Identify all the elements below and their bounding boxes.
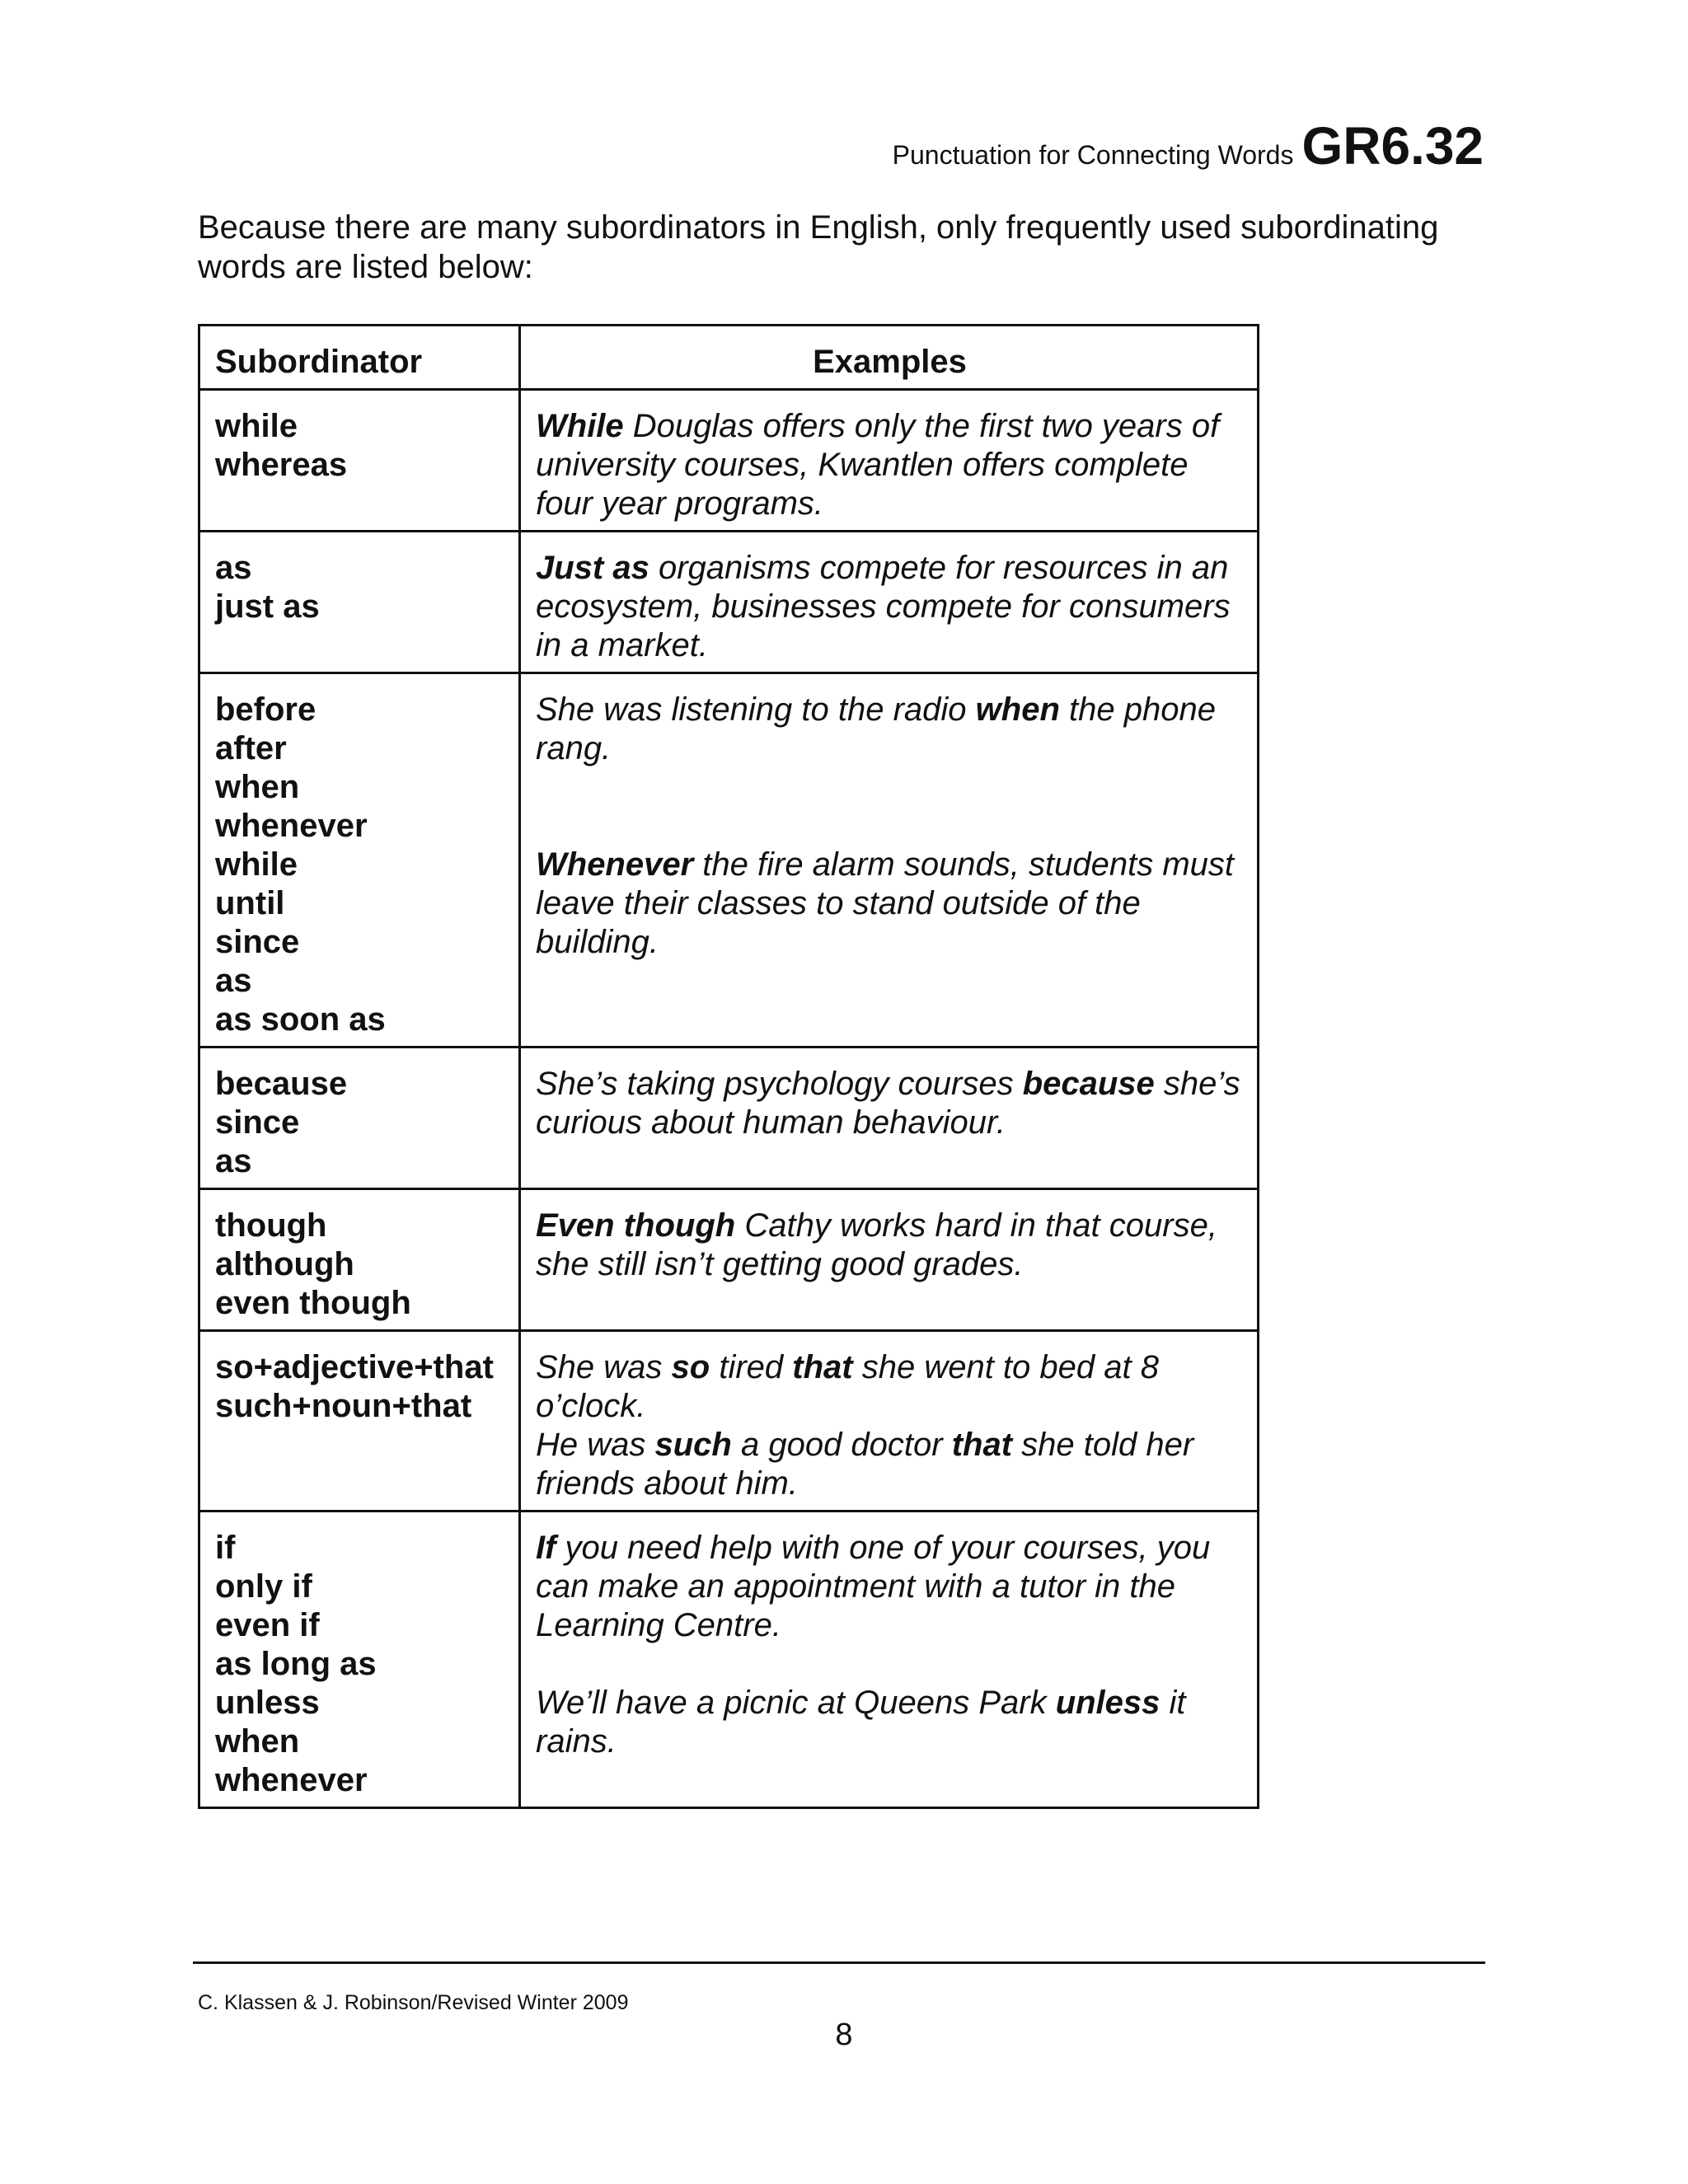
example-keyword: Even though bbox=[536, 1207, 736, 1244]
example-keyword: because bbox=[1022, 1066, 1155, 1102]
page-header bbox=[893, 115, 1484, 176]
table-row bbox=[199, 673, 1259, 1047]
subordinator-word: since bbox=[215, 1104, 300, 1141]
subordinator-word: even though bbox=[215, 1285, 411, 1321]
example-text: She was bbox=[536, 1349, 672, 1385]
example-keyword: Whenever bbox=[536, 846, 694, 883]
example-text: She was listening to the radio bbox=[536, 691, 976, 728]
example-sentence bbox=[536, 407, 1244, 523]
example-sentence bbox=[536, 1348, 1244, 1426]
example-keyword: unless bbox=[1055, 1685, 1160, 1721]
subordinator-word: as bbox=[215, 550, 252, 586]
table-row bbox=[199, 1047, 1259, 1189]
subordinator-cell bbox=[199, 1331, 520, 1511]
example-cell bbox=[520, 1511, 1259, 1808]
subordinator-word: as soon as bbox=[215, 1001, 386, 1038]
subordinator-word: before bbox=[215, 691, 316, 728]
example-sentence bbox=[536, 549, 1244, 665]
subordinator-word: after bbox=[215, 730, 287, 766]
subordinator-word: while bbox=[215, 846, 298, 883]
subordinator-word: such+noun+that bbox=[215, 1388, 472, 1424]
subordinator-word: so+adjective+that bbox=[215, 1349, 494, 1385]
subordinator-word: whereas bbox=[215, 447, 348, 483]
example-sentence bbox=[536, 1065, 1244, 1142]
example-cell bbox=[520, 532, 1259, 673]
footer-divider bbox=[193, 1961, 1485, 1964]
example-keyword: so bbox=[671, 1349, 710, 1385]
subordinator-cell bbox=[199, 1511, 520, 1808]
subordinator-word: just as bbox=[215, 588, 320, 625]
table-row bbox=[199, 1331, 1259, 1511]
subordinator-word: while bbox=[215, 408, 298, 444]
subordinator-word: as bbox=[215, 963, 252, 999]
example-sentence bbox=[536, 1684, 1244, 1761]
example-cell bbox=[520, 1189, 1259, 1331]
subordinator-word: because bbox=[215, 1066, 348, 1102]
subordinator-word: as bbox=[215, 1143, 252, 1179]
page-number: 8 bbox=[835, 2018, 853, 2052]
column-header-examples: Examples bbox=[520, 326, 1259, 390]
subordinator-word: unless bbox=[215, 1685, 320, 1721]
example-keyword: While bbox=[536, 408, 624, 444]
table-row bbox=[199, 1511, 1259, 1808]
subordinator-word: only if bbox=[215, 1568, 312, 1605]
subordinator-word: since bbox=[215, 924, 300, 960]
header-title: Punctuation for Connecting Words bbox=[892, 140, 1294, 170]
column-header-subordinator: Subordinator bbox=[199, 326, 520, 390]
subordinator-word: if bbox=[215, 1530, 236, 1566]
example-text: she told her friends about him. bbox=[536, 1427, 1194, 1502]
intro-paragraph: Because there are many subordinators in English, only frequently used subordinating words are listed below: bbox=[198, 209, 1439, 285]
subordinator-cell bbox=[199, 1189, 520, 1331]
example-sentence bbox=[536, 1426, 1244, 1503]
example-keyword: that bbox=[951, 1427, 1013, 1463]
table-row bbox=[199, 532, 1259, 673]
example-keyword: Just as bbox=[536, 550, 649, 586]
example-cell bbox=[520, 1047, 1259, 1189]
example-text: We’ll have a picnic at Queens Park bbox=[536, 1685, 1056, 1721]
example-text: you need help with one of your courses, you can make an appointment with a tutor in the Learning Centre. bbox=[536, 1530, 1211, 1643]
example-text: the phone rang. bbox=[536, 691, 1216, 766]
example-keyword: that bbox=[792, 1349, 853, 1385]
example-text: she’s curious about human behaviour. bbox=[536, 1066, 1240, 1141]
subordinator-word: as long as bbox=[215, 1646, 377, 1682]
subordinator-word: whenever bbox=[215, 1762, 368, 1798]
example-text: She’s taking psychology courses bbox=[536, 1066, 1023, 1102]
subordinator-word: even if bbox=[215, 1607, 320, 1643]
subordinator-word: until bbox=[215, 885, 285, 921]
example-text: she went to bed at 8 o’clock. bbox=[536, 1349, 1159, 1424]
footer-credit: C. Klassen & J. Robinson/Revised Winter 2009 bbox=[198, 1991, 629, 2014]
example-cell bbox=[520, 673, 1259, 1047]
example-text: organisms compete for resources in an ecosystem, businesses compete for consumers in a market. bbox=[536, 550, 1231, 663]
subordinator-word: whenever bbox=[215, 808, 368, 844]
example-text: the fire alarm sounds, students must leave their classes to stand outside of the building. bbox=[536, 846, 1235, 960]
table-row bbox=[199, 390, 1259, 532]
example-sentence bbox=[536, 1529, 1244, 1645]
table-header-row bbox=[199, 326, 1259, 390]
example-text: a good doctor bbox=[731, 1427, 952, 1463]
table-body bbox=[199, 390, 1259, 1808]
subordinator-cell bbox=[199, 532, 520, 673]
subordinators-table bbox=[198, 324, 1259, 1809]
example-sentence bbox=[536, 846, 1244, 962]
example-text: tired bbox=[710, 1349, 793, 1385]
example-text: He was bbox=[536, 1427, 655, 1463]
example-keyword: when bbox=[975, 691, 1060, 728]
example-text: Cathy works hard in that course, she still isn’t getting good grades. bbox=[536, 1207, 1217, 1282]
example-cell bbox=[520, 1331, 1259, 1511]
subordinator-cell bbox=[199, 390, 520, 532]
table-row bbox=[199, 1189, 1259, 1331]
example-sentence bbox=[536, 691, 1244, 768]
subordinator-word: though bbox=[215, 1207, 327, 1244]
example-sentence bbox=[536, 1207, 1244, 1284]
subordinator-word: when bbox=[215, 769, 300, 805]
subordinator-cell bbox=[199, 673, 520, 1047]
subordinator-word: when bbox=[215, 1723, 300, 1760]
example-text: it rains. bbox=[536, 1685, 1186, 1760]
example-text: Douglas offers only the first two years of university courses, Kwantlen offers complete four year programs. bbox=[536, 408, 1220, 522]
subordinator-word: although bbox=[215, 1246, 354, 1282]
example-cell bbox=[520, 390, 1259, 532]
subordinator-cell bbox=[199, 1047, 520, 1189]
example-keyword: If bbox=[536, 1530, 556, 1566]
header-code: GR6.32 bbox=[1301, 116, 1484, 176]
example-keyword: such bbox=[654, 1427, 732, 1463]
